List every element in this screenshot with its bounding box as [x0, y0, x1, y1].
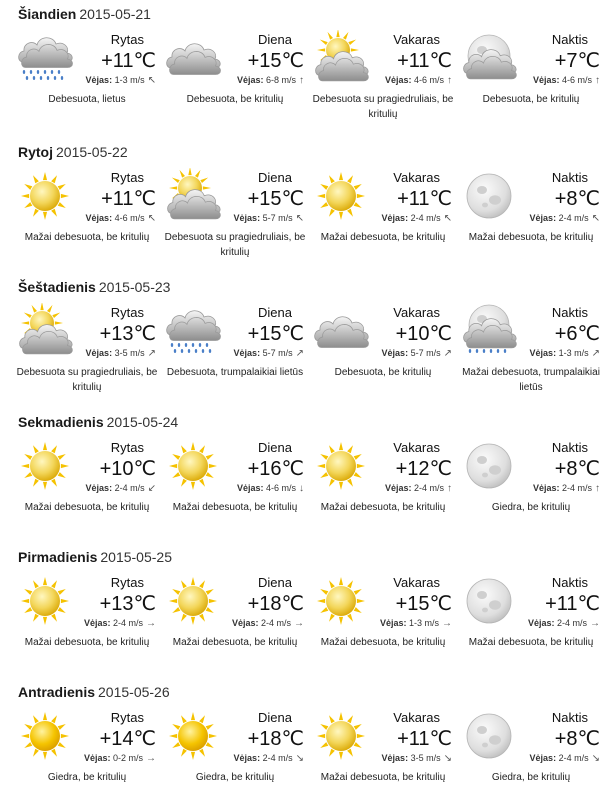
wind-direction-icon: ↗	[295, 348, 304, 359]
temperature: +14℃	[99, 728, 156, 750]
wind-label: Vėjas:	[384, 483, 412, 493]
sun-icon	[312, 438, 370, 494]
day-title	[18, 549, 172, 565]
temperature: +6℃	[554, 323, 600, 345]
condition-description: Mažai debesuota, be kritulių	[172, 502, 298, 513]
condition-description: Mažai debesuota, be kritulių	[320, 772, 446, 783]
cloud-icon	[312, 303, 370, 359]
forecast-period	[310, 573, 456, 673]
wind-direction-icon: →	[590, 618, 600, 629]
temperature: +8℃	[554, 458, 600, 480]
period-name: Diena	[258, 575, 292, 590]
period-name: Vakaras	[393, 575, 440, 590]
condition-description: Debesuota, be kritulių	[482, 94, 580, 105]
wind-info	[533, 75, 600, 86]
condition-description: Giedra, be kritulių	[491, 502, 571, 513]
temperature: +16℃	[247, 458, 304, 480]
wind-info	[234, 753, 304, 764]
wind-info	[385, 483, 452, 494]
day-section	[0, 138, 610, 273]
wind-info	[533, 483, 600, 494]
wind-label: Vėjas:	[529, 753, 557, 763]
wind-speed: 1-3 m/s	[558, 348, 589, 358]
sun-icon	[164, 573, 222, 629]
wind-info	[86, 213, 156, 224]
temperature: +11℃	[397, 188, 452, 210]
sun-icon	[164, 438, 222, 494]
wind-direction-icon: ↑	[595, 75, 600, 86]
condition-description: Mažai debesuota, trumpalaikiai lietūs	[462, 367, 600, 393]
sun-icon	[312, 708, 370, 764]
day-date: 2015-05-22	[56, 144, 128, 160]
period-name: Vakaras	[393, 32, 440, 47]
forecast-period	[14, 30, 160, 130]
cloud-icon	[164, 30, 222, 86]
wind-direction-icon: ↘	[295, 753, 304, 764]
wind-direction-icon: ↖	[591, 213, 600, 224]
day-name: Šeštadienis	[18, 279, 96, 295]
day-title	[18, 279, 170, 295]
wind-info	[530, 753, 600, 764]
wind-speed: 4-6 m/s	[114, 213, 145, 223]
sun-cloud-icon	[312, 30, 370, 86]
period-name: Rytas	[110, 710, 144, 725]
forecast-period	[162, 438, 308, 538]
day-section	[0, 408, 610, 543]
wind-label: Vėjas:	[233, 213, 261, 223]
period-name: Rytas	[110, 440, 144, 455]
wind-speed: 5-7 m/s	[262, 348, 293, 358]
wind-label: Vėjas:	[381, 753, 409, 763]
temperature: +18℃	[247, 728, 304, 750]
period-name: Naktis	[551, 170, 588, 185]
wind-direction-icon: →	[146, 618, 156, 629]
day-name: Antradienis	[18, 684, 96, 700]
wind-direction-icon: ↑	[595, 483, 600, 494]
wind-label: Vėjas:	[384, 75, 412, 85]
wind-label: Vėjas:	[85, 75, 113, 85]
wind-direction-icon: ↑	[447, 75, 452, 86]
day-date: 2015-05-21	[79, 6, 151, 22]
temperature: +11℃	[101, 50, 156, 72]
wind-speed: 4-6 m/s	[413, 75, 444, 85]
wind-speed: 3-5 m/s	[410, 753, 441, 763]
period-name: Rytas	[110, 305, 144, 320]
condition-description: Mažai debesuota, be kritulių	[172, 637, 298, 648]
forecast-period	[14, 303, 160, 403]
sun-icon	[16, 438, 74, 494]
wind-label: Vėjas:	[233, 753, 261, 763]
temperature: +12℃	[395, 458, 452, 480]
wind-label: Vėjas:	[379, 618, 407, 628]
temperature: +10℃	[99, 458, 156, 480]
wind-label: Vėjas:	[231, 618, 259, 628]
forecast-period	[14, 573, 160, 673]
day-title	[18, 684, 170, 700]
temperature: +8℃	[554, 188, 600, 210]
wind-speed: 1-3 m/s	[114, 75, 145, 85]
day-section	[0, 543, 610, 678]
period-name: Vakaras	[393, 305, 440, 320]
temperature: +11℃	[101, 188, 156, 210]
temperature: +18℃	[247, 593, 304, 615]
day-title	[18, 414, 178, 430]
wind-speed: 2-4 m/s	[260, 618, 291, 628]
forecast-period	[162, 573, 308, 673]
wind-direction-icon: ↓	[299, 483, 304, 494]
rain-cloud-icon	[164, 303, 222, 359]
sun-clear-icon	[16, 708, 74, 764]
wind-speed: 2-4 m/s	[561, 483, 592, 493]
moon-cloud-icon	[460, 30, 518, 86]
period-name: Naktis	[551, 32, 588, 47]
wind-direction-icon: →	[442, 618, 452, 629]
wind-info	[530, 213, 600, 224]
wind-speed: 2-4 m/s	[112, 618, 143, 628]
condition-description: Mažai debesuota, be kritulių	[24, 502, 150, 513]
moon-rain-icon	[460, 303, 518, 359]
condition-description: Giedra, be kritulių	[47, 772, 127, 783]
wind-info	[232, 618, 304, 629]
wind-label: Vėjas:	[381, 213, 409, 223]
wind-info	[382, 753, 452, 764]
wind-speed: 2-4 m/s	[413, 483, 444, 493]
period-name: Rytas	[110, 575, 144, 590]
forecast-period	[310, 30, 456, 130]
forecast-period	[14, 438, 160, 538]
day-name: Sekmadienis	[18, 414, 104, 430]
condition-description: Debesuota, trumpalaikiai lietūs	[166, 367, 304, 378]
period-name: Diena	[258, 32, 292, 47]
sun-icon	[312, 168, 370, 224]
wind-speed: 2-4 m/s	[410, 213, 441, 223]
period-name: Rytas	[110, 170, 144, 185]
wind-label: Vėjas:	[527, 618, 555, 628]
temperature: +15℃	[395, 593, 452, 615]
condition-description: Debesuota, be kritulių	[334, 367, 432, 378]
wind-label: Vėjas:	[85, 483, 113, 493]
temperature: +11℃	[397, 728, 452, 750]
wind-info	[86, 75, 156, 86]
condition-description: Mažai debesuota, be kritulių	[24, 232, 150, 243]
moon-icon	[460, 708, 518, 764]
forecast-period	[162, 168, 308, 268]
moon-icon	[460, 438, 518, 494]
temperature: +15℃	[247, 50, 304, 72]
wind-info	[84, 618, 156, 629]
period-name: Diena	[258, 305, 292, 320]
wind-info	[382, 348, 452, 359]
wind-label: Vėjas:	[529, 213, 557, 223]
condition-description: Giedra, be kritulių	[195, 772, 275, 783]
period-name: Vakaras	[393, 710, 440, 725]
wind-info	[382, 213, 452, 224]
period-name: Rytas	[110, 32, 144, 47]
wind-speed: 5-7 m/s	[262, 213, 293, 223]
day-date: 2015-05-24	[106, 414, 179, 430]
wind-speed: 2-4 m/s	[556, 618, 587, 628]
wind-direction-icon: →	[294, 618, 304, 629]
day-name: Šiandien	[18, 6, 77, 22]
wind-speed: 1-3 m/s	[408, 618, 439, 628]
wind-speed: 2-4 m/s	[262, 753, 293, 763]
wind-label: Vėjas:	[532, 483, 560, 493]
wind-label: Vėjas:	[85, 213, 113, 223]
wind-label: Vėjas:	[532, 75, 560, 85]
day-title	[18, 6, 151, 22]
day-section	[0, 0, 610, 135]
day-title	[18, 144, 128, 160]
temperature: +7℃	[554, 50, 600, 72]
wind-label: Vėjas:	[85, 348, 113, 358]
temperature: +15℃	[247, 323, 304, 345]
wind-speed: 2-4 m/s	[558, 213, 589, 223]
period-name: Vakaras	[393, 440, 440, 455]
period-name: Vakaras	[393, 170, 440, 185]
day-section	[0, 273, 610, 408]
sun-clear-icon	[164, 708, 222, 764]
condition-description: Giedra, be kritulių	[491, 772, 571, 783]
wind-direction-icon: ↘	[591, 753, 600, 764]
condition-description: Debesuota, lietus	[48, 94, 126, 105]
period-name: Naktis	[551, 710, 588, 725]
wind-label: Vėjas:	[529, 348, 557, 358]
day-date: 2015-05-23	[98, 279, 171, 295]
day-name: Pirmadienis	[18, 549, 98, 565]
condition-description: Debesuota su pragiedruliais, be kritulių	[16, 367, 158, 393]
forecast-period	[458, 708, 604, 800]
temperature: +11℃	[545, 593, 600, 615]
condition-description: Mažai debesuota, be kritulių	[320, 502, 446, 513]
forecast-period	[458, 438, 604, 538]
day-date: 2015-05-25	[100, 549, 172, 565]
condition-description: Mažai debesuota, be kritulių	[320, 637, 446, 648]
wind-label: Vėjas:	[381, 348, 409, 358]
wind-speed: 2-4 m/s	[114, 483, 145, 493]
forecast-period	[162, 30, 308, 130]
temperature: +13℃	[99, 593, 156, 615]
wind-label: Vėjas:	[236, 75, 264, 85]
wind-direction-icon: ↘	[443, 753, 452, 764]
temperature: +11℃	[397, 50, 452, 72]
wind-info	[234, 213, 304, 224]
wind-info	[237, 483, 304, 494]
period-name: Naktis	[551, 575, 588, 590]
wind-speed: 0-2 m/s	[112, 753, 143, 763]
wind-speed: 4-6 m/s	[265, 483, 296, 493]
period-name: Naktis	[551, 305, 588, 320]
wind-direction-icon: ↗	[591, 348, 600, 359]
wind-info	[234, 348, 304, 359]
forecast-period	[458, 573, 604, 673]
wind-label: Vėjas:	[83, 753, 111, 763]
wind-direction-icon: ↗	[443, 348, 452, 359]
forecast-period	[310, 708, 456, 800]
condition-description: Debesuota su pragiedruliais, be kritulių	[312, 94, 454, 120]
wind-label: Vėjas:	[236, 483, 264, 493]
forecast-period	[310, 168, 456, 268]
sun-icon	[16, 168, 74, 224]
wind-info	[237, 75, 304, 86]
forecast-period	[310, 303, 456, 403]
moon-icon	[460, 168, 518, 224]
temperature: +15℃	[247, 188, 304, 210]
wind-info	[385, 75, 452, 86]
wind-speed: 5-7 m/s	[410, 348, 441, 358]
wind-label: Vėjas:	[83, 618, 111, 628]
condition-description: Debesuota, be kritulių	[186, 94, 284, 105]
wind-speed: 2-4 m/s	[558, 753, 589, 763]
wind-direction-icon: ↑	[447, 483, 452, 494]
forecast-period	[458, 30, 604, 130]
wind-direction-icon: ↑	[299, 75, 304, 86]
forecast-period	[14, 168, 160, 268]
condition-description: Mažai debesuota, be kritulių	[320, 232, 446, 243]
period-name: Naktis	[551, 440, 588, 455]
forecast-period	[458, 168, 604, 268]
period-name: Diena	[258, 170, 292, 185]
forecast-period	[14, 708, 160, 800]
wind-direction-icon: ↗	[147, 348, 156, 359]
wind-info	[528, 618, 600, 629]
forecast-period	[310, 438, 456, 538]
condition-description: Debesuota su pragiedruliais, be kritulių	[164, 232, 306, 258]
forecast-period	[162, 708, 308, 800]
wind-info	[380, 618, 452, 629]
wind-speed: 4-6 m/s	[561, 75, 592, 85]
wind-direction-icon: ↖	[295, 213, 304, 224]
wind-info	[530, 348, 600, 359]
day-section	[0, 678, 610, 800]
condition-description: Mažai debesuota, be kritulių	[468, 637, 594, 648]
wind-label: Vėjas:	[233, 348, 261, 358]
wind-info	[86, 348, 156, 359]
wind-direction-icon: ↖	[443, 213, 452, 224]
wind-info	[86, 483, 156, 494]
wind-direction-icon: ↙	[147, 483, 156, 494]
sun-icon	[312, 573, 370, 629]
wind-direction-icon: →	[146, 753, 156, 764]
condition-description: Mažai debesuota, be kritulių	[468, 232, 594, 243]
forecast-period	[162, 303, 308, 403]
temperature: +10℃	[395, 323, 452, 345]
period-name: Diena	[258, 440, 292, 455]
sun-icon	[16, 573, 74, 629]
temperature: +8℃	[554, 728, 600, 750]
wind-info	[84, 753, 156, 764]
day-date: 2015-05-26	[98, 684, 170, 700]
sun-cloud-icon	[16, 303, 74, 359]
forecast-period	[458, 303, 604, 403]
moon-icon	[460, 573, 518, 629]
condition-description: Mažai debesuota, be kritulių	[24, 637, 150, 648]
wind-speed: 6-8 m/s	[265, 75, 296, 85]
sun-cloud-icon	[164, 168, 222, 224]
wind-speed: 3-5 m/s	[114, 348, 145, 358]
temperature: +13℃	[99, 323, 156, 345]
wind-direction-icon: ↖	[147, 75, 156, 86]
day-name: Rytoj	[18, 144, 53, 160]
rain-cloud-icon	[16, 30, 74, 86]
wind-direction-icon: ↖	[147, 213, 156, 224]
period-name: Diena	[258, 710, 292, 725]
